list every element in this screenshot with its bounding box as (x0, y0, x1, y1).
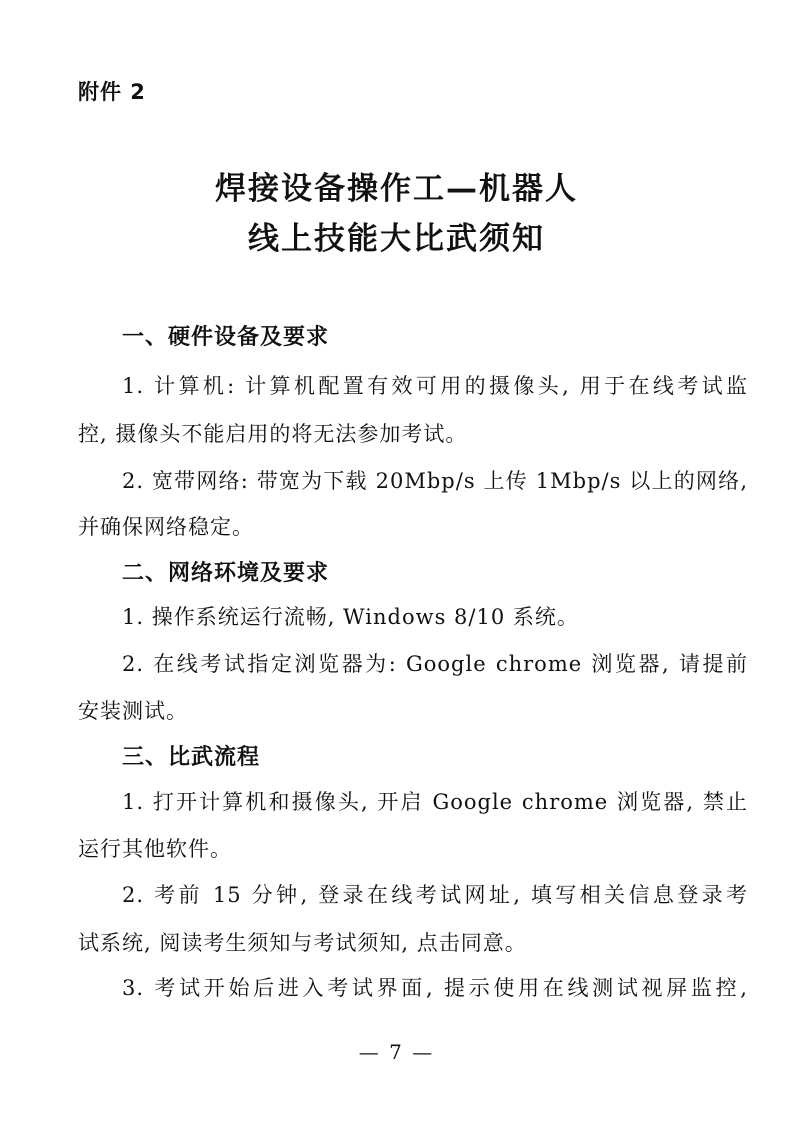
paragraph-line: 安装测试。 (78, 699, 188, 723)
section-heading-network: 二、网络环境及要求 (122, 561, 330, 586)
paragraph-line: 1. 操作系统运行流畅, Windows 8/10 系统。 (122, 605, 579, 629)
page-title-line2: 线上技能大比武须知 (248, 221, 545, 257)
paragraph-line: 试系统, 阅读考生须知与考试须知, 点击同意。 (78, 931, 527, 955)
paragraph-line: 3. 考试开始后进入考试界面, 提示使用在线测试视屏监控, (122, 976, 748, 1000)
paragraph-line: 1. 计算机: 计算机配置有效可用的摄像头, 用于在线考试监 (122, 374, 748, 398)
paragraph-line: 控, 摄像头不能启用的将无法参加考试。 (78, 422, 468, 446)
paragraph-line: 2. 考前 15 分钟, 登录在线考试网址, 填写相关信息登录考 (122, 883, 748, 907)
page-number: — 7 — (358, 1040, 435, 1064)
paragraph-line: 2. 宽带网络: 带宽为下载 20Mbp/s 上传 1Mbp/s 以上的网络, (122, 469, 748, 493)
section-heading-process: 三、比武流程 (122, 745, 261, 770)
page-title-line1: 焊接设备操作工—机器人 (215, 171, 578, 207)
attachment-label: 附件 2 (78, 80, 146, 104)
paragraph-line: 1. 打开计算机和摄像头, 开启 Google chrome 浏览器, 禁止 (122, 790, 748, 814)
section-heading-hardware: 一、硬件设备及要求 (122, 325, 330, 350)
paragraph-line: 运行其他软件。 (78, 837, 232, 861)
paragraph-line: 2. 在线考试指定浏览器为: Google chrome 浏览器, 请提前 (122, 652, 748, 676)
paragraph-line: 并确保网络稳定。 (78, 515, 254, 539)
